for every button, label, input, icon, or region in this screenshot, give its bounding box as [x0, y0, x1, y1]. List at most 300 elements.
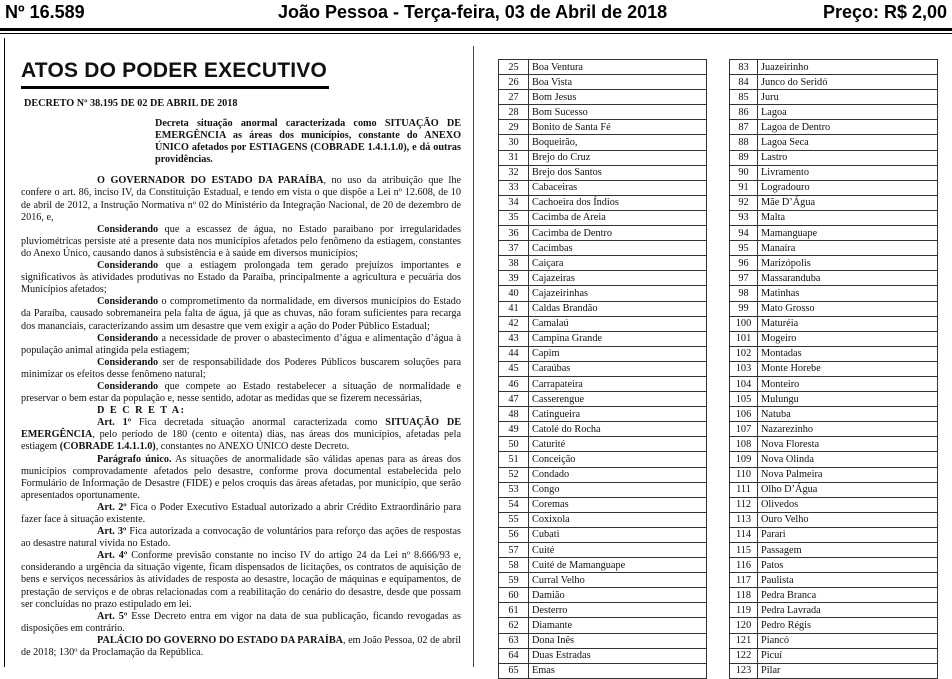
table-row: [499, 497, 707, 512]
table-row: [730, 543, 938, 558]
municipality-number: 51: [499, 452, 529, 467]
municipality-name: Capim: [529, 346, 707, 361]
municipality-number: 33: [499, 180, 529, 195]
municipality-name: Patos: [758, 558, 938, 573]
municipality-number: 63: [499, 633, 529, 648]
municipality-number: 26: [499, 75, 529, 90]
edition-number: Nº 16.589: [5, 2, 85, 22]
table-row: [499, 512, 707, 527]
municipality-name: Passagem: [758, 543, 938, 558]
table-row: [730, 407, 938, 422]
table-row: [499, 241, 707, 256]
municipality-name: Maturéia: [758, 316, 938, 331]
municipality-number: 83: [730, 60, 758, 75]
municipality-name: Cacimbas: [529, 241, 707, 256]
municipality-name: Manaíra: [758, 241, 938, 256]
municipality-number: 121: [730, 633, 758, 648]
municipality-number: 84: [730, 75, 758, 90]
table-row: [499, 527, 707, 542]
municipality-name: Congo: [529, 482, 707, 497]
municipality-name: Carrapateira: [529, 376, 707, 391]
table-row: [499, 588, 707, 603]
table-row: [730, 573, 938, 588]
governor-heading: O GOVERNADOR DO ESTADO DA PARAÍBA: [97, 175, 324, 187]
municipality-number: 46: [499, 376, 529, 391]
municipality-number: 40: [499, 286, 529, 301]
municipality-name: Emas: [529, 663, 707, 678]
table-row: [730, 618, 938, 633]
table-row: [730, 210, 938, 225]
municipality-name: Paulista: [758, 573, 938, 588]
municipality-number: 56: [499, 527, 529, 542]
municipality-name: Caiçara: [529, 256, 707, 271]
table-row: [499, 422, 707, 437]
municipality-number: 55: [499, 512, 529, 527]
municipality-name: Bom Jesus: [529, 90, 707, 105]
table-row: [499, 467, 707, 482]
municipality-number: 34: [499, 195, 529, 210]
municipality-number: 109: [730, 452, 758, 467]
table-row: [730, 271, 938, 286]
municipality-name: Piancó: [758, 633, 938, 648]
municipality-number: 111: [730, 482, 758, 497]
municipality-name: Desterro: [529, 603, 707, 618]
municipality-number: 45: [499, 361, 529, 376]
table-row: [730, 452, 938, 467]
municipality-name: Cabaceiras: [529, 180, 707, 195]
table-row: [499, 618, 707, 633]
article-text: As situações de anormalidade são válidas apenas para as áreas dos municípios comprovadamente afetados pelo desastre, conforme prova documental estabelecida pelo Formulário de Informação de Desastre (FIDE) e pelos croquis das áreas afetadas, por município, que serão apresentados oportunamente.: [21, 453, 461, 501]
cobrade-code: (COBRADE 1.4.1.1.0): [59, 441, 156, 453]
article-text: , pelo período de 180 (cento e oitenta) dias, nas áreas dos municípios, afetadas pela estiagem: [21, 429, 461, 453]
considerando-text: ser de responsabilidade dos Poderes Públicos buscarem soluções para minimizar os efeitos desse fenômeno natural;: [21, 356, 461, 380]
municipality-name: Caldas Brandão: [529, 301, 707, 316]
municipality-number: 89: [730, 150, 758, 165]
municipality-number: 61: [499, 603, 529, 618]
table-row: [730, 482, 938, 497]
considerando-4: [21, 333, 461, 357]
municipality-number: 90: [730, 165, 758, 180]
table-row: [730, 497, 938, 512]
table-row: [499, 135, 707, 150]
municipality-name: Boqueirão,: [529, 135, 707, 150]
table-row: [730, 90, 938, 105]
article-number: Art. 1º: [97, 417, 132, 429]
table-row: [499, 165, 707, 180]
masthead-rule-thin: [0, 33, 952, 34]
municipality-name: Casserengue: [529, 392, 707, 407]
municipality-name: Natuba: [758, 407, 938, 422]
table-row: [730, 437, 938, 452]
municipality-name: Nova Floresta: [758, 437, 938, 452]
municipality-name: Damião: [529, 588, 707, 603]
municipality-number: 41: [499, 301, 529, 316]
municipality-name: Curral Velho: [529, 573, 707, 588]
municipality-number: 100: [730, 316, 758, 331]
article-text: Conforme previsão constante no inciso IV do artigo 24 da Lei nº 8.666/93 e, considerando a urgência da situação vigente, ficam dispensados de licitações, os contratos de aquisição de bens e serviços necessários às atividades de resposta ao desastre, locação de máquinas e equipamentos, de prestação de serviços e de obras relacionadas com a reabilitação do cenário do desastre, desde que possam ser concluídas no prazo estipulado em lei.: [21, 550, 461, 610]
municipality-name: Cuité de Mamanguape: [529, 558, 707, 573]
municipality-name: Mamanguape: [758, 226, 938, 241]
municipality-name: Diamante: [529, 618, 707, 633]
price: Preço: R$ 2,00: [823, 2, 948, 22]
municipality-number: 92: [730, 195, 758, 210]
sole-paragraph-label: Parágrafo único.: [97, 453, 172, 465]
table-row: [499, 543, 707, 558]
municipality-number: 123: [730, 663, 758, 678]
decree-identifier: DECRETO Nº 38.195 DE 02 DE ABRIL DE 2018: [24, 98, 238, 109]
municipality-name: Boa Vista: [529, 75, 707, 90]
municipality-number: 38: [499, 256, 529, 271]
municipality-number: 97: [730, 271, 758, 286]
municipality-number: 98: [730, 286, 758, 301]
municipality-name: Marizópolis: [758, 256, 938, 271]
municipality-name: Malta: [758, 210, 938, 225]
considerando-6: [21, 381, 461, 405]
municipality-number: 37: [499, 241, 529, 256]
municipality-name: Lastro: [758, 150, 938, 165]
table-row: [730, 180, 938, 195]
considerando-3: [21, 296, 461, 332]
municipality-name: Cacimba de Dentro: [529, 226, 707, 241]
considerando-label: Considerando: [97, 296, 159, 308]
masthead: [0, 0, 952, 32]
article-number: Art. 5º: [97, 610, 128, 622]
municipality-name: Lagoa Seca: [758, 135, 938, 150]
article-text: Esse Decreto entra em vigor na data de sua publicação, ficando revogadas as disposições em contrário.: [21, 610, 461, 634]
table-row: [730, 376, 938, 391]
table-row: [730, 603, 938, 618]
table-row: [499, 648, 707, 663]
article-1: [21, 417, 461, 453]
municipality-number: 62: [499, 618, 529, 633]
municipality-number: 106: [730, 407, 758, 422]
table-row: [730, 663, 938, 678]
article-4: [21, 550, 461, 610]
municipality-number: 114: [730, 527, 758, 542]
municipality-name: Coxixola: [529, 512, 707, 527]
municipality-number: 30: [499, 135, 529, 150]
municipality-name: Cuité: [529, 543, 707, 558]
municipality-name: Nova Olinda: [758, 452, 938, 467]
municipality-name: Campina Grande: [529, 331, 707, 346]
article-number: Art. 2º: [97, 501, 127, 513]
municipality-number: 31: [499, 150, 529, 165]
table-row: [499, 301, 707, 316]
table-row: [730, 467, 938, 482]
table-row: [499, 210, 707, 225]
municipality-number: 93: [730, 210, 758, 225]
table-row: [730, 120, 938, 135]
municipality-number: 116: [730, 558, 758, 573]
table-row: [730, 60, 938, 75]
municipality-name: Nazarezinho: [758, 422, 938, 437]
table-row: [730, 135, 938, 150]
municipality-number: 113: [730, 512, 758, 527]
municipality-name: Caturité: [529, 437, 707, 452]
municipality-name: Mogeiro: [758, 331, 938, 346]
municipality-number: 86: [730, 105, 758, 120]
municipality-name: Montadas: [758, 346, 938, 361]
preamble-text: , no uso da atribuição que lhe confere o art. 86, inciso IV, da Constituição Estadual, e tendo em vista o que dispõe a Lei nº 12.608, de 10 de abril de 2012, a Instrução Normativa nº 02 do Ministério da Integração Nacional, de 20 de dezembro de 2016, e,: [21, 175, 461, 223]
article-number: Art. 4º: [97, 550, 128, 562]
table-row: [499, 663, 707, 678]
table-row: [499, 573, 707, 588]
table-row: [730, 558, 938, 573]
table-row: [499, 482, 707, 497]
decreta-heading: D E C R E T A:: [97, 405, 186, 417]
municipality-name: Mato Grosso: [758, 301, 938, 316]
municipality-number: 108: [730, 437, 758, 452]
municipality-name: Logradouro: [758, 180, 938, 195]
municipality-name: Lagoa de Dentro: [758, 120, 938, 135]
table-row: [730, 331, 938, 346]
municipality-name: Catingueira: [529, 407, 707, 422]
municipality-number: 39: [499, 271, 529, 286]
article-3: [21, 526, 461, 550]
municipality-name: Dona Inês: [529, 633, 707, 648]
municipality-name: Ouro Velho: [758, 512, 938, 527]
table-row: [499, 603, 707, 618]
municipality-number: 118: [730, 588, 758, 603]
table-row: [730, 301, 938, 316]
table-row: [499, 256, 707, 271]
table-row: [499, 195, 707, 210]
municipality-number: 50: [499, 437, 529, 452]
table-row: [730, 512, 938, 527]
table-row: [499, 90, 707, 105]
table-row: [499, 150, 707, 165]
municipality-number: 119: [730, 603, 758, 618]
palace-text: , em João Pessoa, 02 de abril de 2018; 130º da Proclamação da República.: [21, 634, 461, 659]
considerando-1: [21, 224, 461, 260]
table-row: [730, 195, 938, 210]
table-row: [499, 361, 707, 376]
considerando-text: que a estiagem prolongada tem gerado prejuízos importantes e significativos às atividades produtivas no Estado da Paraíba, principalmente a agricultura e pecuária dos Municípios afetados;: [21, 260, 461, 296]
municipality-number: 94: [730, 226, 758, 241]
municipality-number: 36: [499, 226, 529, 241]
municipality-name: Olho D’Água: [758, 482, 938, 497]
municipality-name: Parari: [758, 527, 938, 542]
table-row: [499, 376, 707, 391]
table-row: [499, 437, 707, 452]
municipality-name: Bom Sucesso: [529, 105, 707, 120]
municipality-number: 101: [730, 331, 758, 346]
table-row: [730, 75, 938, 90]
table-row: [730, 256, 938, 271]
section-title: ATOS DO PODER EXECUTIVO: [21, 58, 329, 89]
considerando-label: Considerando: [97, 223, 159, 235]
table-row: [499, 452, 707, 467]
considerando-text: o comprometimento da normalidade, em diversos municípios do Estado da Paraíba, causado sobremaneira pela falta de água, já que as chuvas, não foram suficientes para recarga dos mananciais, caracterizando assim um desastre que vem exigir a ação do Poder Público Estadual;: [21, 296, 461, 332]
table-row: [499, 407, 707, 422]
municipality-name: Duas Estradas: [529, 648, 707, 663]
municipality-number: 115: [730, 543, 758, 558]
considerando-2: [21, 260, 461, 296]
municipality-number: 53: [499, 482, 529, 497]
municipality-number: 122: [730, 648, 758, 663]
municipality-name: Pedra Branca: [758, 588, 938, 603]
considerando-label: Considerando: [97, 260, 159, 272]
municipality-name: Boa Ventura: [529, 60, 707, 75]
municipality-name: Cachoeira dos Índios: [529, 195, 707, 210]
municipality-name: Condado: [529, 467, 707, 482]
municipality-number: 88: [730, 135, 758, 150]
article-text: Fica o Poder Executivo Estadual autorizado a abrir Crédito Extraordinário para fazer face à situação existente.: [21, 501, 461, 525]
municipality-number: 48: [499, 407, 529, 422]
table-row: [499, 105, 707, 120]
preamble-paragraph: [21, 175, 461, 223]
municipality-number: 96: [730, 256, 758, 271]
municipality-number: 103: [730, 361, 758, 376]
table-row: [730, 648, 938, 663]
municipality-name: Juru: [758, 90, 938, 105]
municipality-number: 117: [730, 573, 758, 588]
column-divider: [473, 46, 474, 667]
municipality-number: 59: [499, 573, 529, 588]
considerando-text: a necessidade de prover o abastecimento d’água e alimentação d’água à população animal atingida pela estiagem;: [21, 332, 461, 356]
municipality-name: Livramento: [758, 165, 938, 180]
article-5: [21, 611, 461, 635]
masthead-rule-thick: [0, 28, 952, 31]
municipality-name: Camalaú: [529, 316, 707, 331]
municipality-number: 43: [499, 331, 529, 346]
municipality-number: 25: [499, 60, 529, 75]
municipality-number: 99: [730, 301, 758, 316]
municipality-number: 52: [499, 467, 529, 482]
decree-summary: Decreta situação anormal caracterizada como SITUAÇÃO DE EMERGÊNCIA as áreas dos municípios, constante do ANEXO ÚNICO afetados por ESTIAGENS (COBRADE 1.4.1.1.0), e dá outras providências.: [155, 118, 461, 166]
table-row: [499, 271, 707, 286]
municipality-name: Pedro Régis: [758, 618, 938, 633]
municipality-number: 85: [730, 90, 758, 105]
article-text: , constantes no ANEXO ÚNICO deste Decreto.: [155, 441, 350, 453]
municipality-number: 112: [730, 497, 758, 512]
municipality-name: Junco do Seridó: [758, 75, 938, 90]
municipality-number: 49: [499, 422, 529, 437]
considerando-5: [21, 357, 461, 381]
table-row: [730, 392, 938, 407]
table-row: [730, 316, 938, 331]
table-row: [730, 241, 938, 256]
considerando-label: Considerando: [97, 332, 159, 344]
table-row: [499, 392, 707, 407]
palace-heading: PALÁCIO DO GOVERNO DO ESTADO DA PARAÍBA: [97, 634, 343, 646]
municipality-name: Picuí: [758, 648, 938, 663]
municipality-name: Massaranduba: [758, 271, 938, 286]
municipality-number: 120: [730, 618, 758, 633]
municipality-number: 44: [499, 346, 529, 361]
table-row: [499, 633, 707, 648]
table-row: [730, 361, 938, 376]
municipality-name: Cajazeiras: [529, 271, 707, 286]
table-row: [730, 422, 938, 437]
municipality-name: Mulungu: [758, 392, 938, 407]
municipality-number: 58: [499, 558, 529, 573]
municipality-name: Coremas: [529, 497, 707, 512]
municipality-name: Lagoa: [758, 105, 938, 120]
table-row: [730, 633, 938, 648]
sole-paragraph: [21, 454, 461, 502]
municipality-name: Cajazeirinhas: [529, 286, 707, 301]
municipality-number: 57: [499, 543, 529, 558]
table-row: [499, 75, 707, 90]
municipality-number: 27: [499, 90, 529, 105]
municipality-name: Caraúbas: [529, 361, 707, 376]
table-row: [730, 588, 938, 603]
table-row: [730, 286, 938, 301]
article-number: Art. 3º: [97, 526, 127, 538]
considerando-text: que a escassez de água, no Estado paraibano por irregularidades pluviométricas persiste até a presente data nos municípios afetados pelo fenômeno da estiagem, constantes do Anexo Único, causando danos à subsistência e à saúde em diversos municípios;: [21, 223, 461, 259]
table-row: [499, 331, 707, 346]
table-row: [499, 180, 707, 195]
municipality-table-a: [498, 59, 707, 679]
municipality-name: Olivedos: [758, 497, 938, 512]
municipality-number: 60: [499, 588, 529, 603]
municipality-number: 28: [499, 105, 529, 120]
municipality-name: Matinhas: [758, 286, 938, 301]
municipality-name: Monte Horebe: [758, 361, 938, 376]
municipality-name: Conceição: [529, 452, 707, 467]
municipality-number: 102: [730, 346, 758, 361]
table-row: [499, 558, 707, 573]
municipality-name: Juazeirinho: [758, 60, 938, 75]
municipality-name: Monteiro: [758, 376, 938, 391]
municipality-name: Brejo dos Santos: [529, 165, 707, 180]
table-row: [730, 150, 938, 165]
left-frame-rule: [4, 38, 5, 667]
municipality-number: 87: [730, 120, 758, 135]
considerando-text: que compete ao Estado restabelecer a situação de normalidade e preservar o bem estar da população e, nesse sentido, adotar as medidas que se fizerem necessárias,: [21, 380, 461, 405]
municipality-number: 107: [730, 422, 758, 437]
municipality-name: Pedra Lavrada: [758, 603, 938, 618]
municipality-name: Bonito de Santa Fé: [529, 120, 707, 135]
table-row: [730, 346, 938, 361]
decree-article: [21, 58, 461, 667]
emergency-term: SITUAÇÃO DE EMERGÊNCIA: [21, 417, 461, 441]
municipality-number: 105: [730, 392, 758, 407]
municipality-number: 54: [499, 497, 529, 512]
article-text: Fica autorizada a convocação de voluntários para reforço das ações de respostas ao desastre natural vivida no Estado.: [21, 526, 461, 550]
municipality-name: Nova Palmeira: [758, 467, 938, 482]
municipality-name: Pilar: [758, 663, 938, 678]
municipality-number: 47: [499, 392, 529, 407]
considerando-label: Considerando: [97, 380, 159, 392]
article-text: Fica decretada situação anormal caracterizada como: [131, 417, 386, 429]
table-row: [730, 165, 938, 180]
table-row: [730, 105, 938, 120]
table-row: [499, 60, 707, 75]
municipality-number: 65: [499, 663, 529, 678]
table-row: [499, 120, 707, 135]
municipality-name: Catolé do Rocha: [529, 422, 707, 437]
table-row: [730, 527, 938, 542]
municipality-number: 110: [730, 467, 758, 482]
table-row: [730, 226, 938, 241]
considerando-label: Considerando: [97, 356, 159, 368]
municipality-number: 95: [730, 241, 758, 256]
municipality-number: 64: [499, 648, 529, 663]
municipality-number: 29: [499, 120, 529, 135]
municipality-number: 35: [499, 210, 529, 225]
municipality-number: 91: [730, 180, 758, 195]
table-row: [499, 226, 707, 241]
municipality-name: Mãe D’Água: [758, 195, 938, 210]
municipality-name: Cacimba de Areia: [529, 210, 707, 225]
article-2: [21, 502, 461, 526]
municipality-number: 32: [499, 165, 529, 180]
municipality-table-b: [729, 59, 938, 679]
table-row: [499, 346, 707, 361]
palace-signature: [21, 635, 461, 659]
